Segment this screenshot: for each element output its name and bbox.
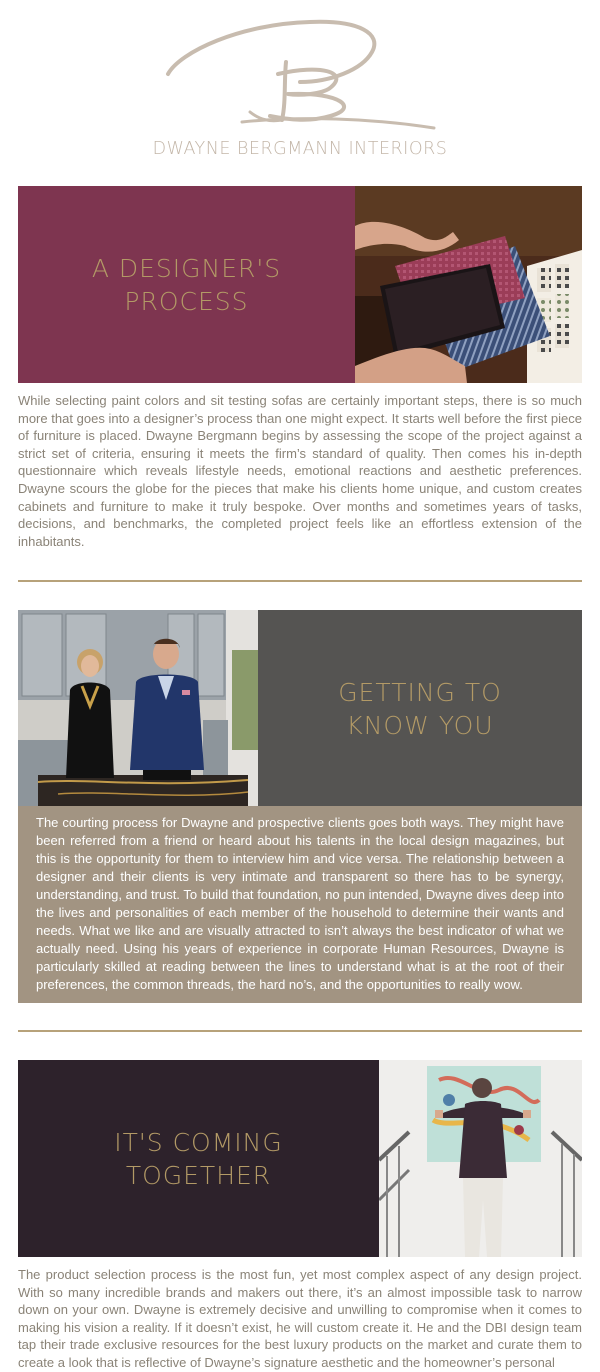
site-header bbox=[0, 0, 600, 170]
section-title-line1: A DESIGNER'S bbox=[91, 253, 282, 283]
fabric-swatches-photo bbox=[355, 186, 582, 383]
section-divider bbox=[18, 580, 582, 582]
section-body-text: The courting process for Dwayne and prospective clients goes both ways. They might have been referred from a friend or heard about his talents in the local design magazines, but this is the opportunity for them to interview him and vice versa. The relationship between a designer and their clients is very intimate and transparent so there has to be synergy, understanding, and trust. To build that foundation, no pun intended, Dwayne dives deep into the lives and personalities of each member of the household to determine their wants and needs. What we like and are visually attracted to isn’t always the best indicator of what we actually need. Using his years of experience in corporate Human Resources, Dwayne is particularly skilled at reading between the lines to understand what is at the root of their preferences, the common threads, the hard no’s, and the opportunities to really wow. bbox=[36, 815, 564, 992]
section-body-text: While selecting paint colors and sit testing sofas are certainly important steps, there is so much more that goes into a designer’s process than one might expect. It starts well before the first piece of furniture is placed. Dwayne Bergmann begins by assessing the scope of the project against a strict set of criteria, ensuring it meets the firm’s standard of quality. Then comes his in-depth questionnaire which reveals lifestyle needs, emotional reactions and aesthetic preferences. Dwayne scours the globe for the pieces that make his clients home unique, and custom creates cabinets and furniture to make it truly bespoke. Over months and sometimes years of tasks, decisions, and benchmarks, the completed project feels like an effortless extension of the inhabitants. bbox=[18, 393, 582, 549]
section-title-line2: KNOW YOU bbox=[346, 710, 494, 740]
section-its-coming-together-hero bbox=[18, 1060, 582, 1257]
section-title-line1: IT'S COMING bbox=[114, 1127, 283, 1157]
section-title-line2: PROCESS bbox=[124, 286, 249, 316]
section-designers-process-hero bbox=[18, 186, 582, 383]
brand-name: DWAYNE BERGMANN INTERIORS bbox=[152, 139, 448, 159]
section-title-line2: TOGETHER bbox=[125, 1160, 272, 1190]
art-installation-photo bbox=[379, 1060, 582, 1257]
section-title bbox=[18, 186, 355, 383]
db-monogram-logo bbox=[150, 12, 450, 134]
section-getting-to-know-you-hero bbox=[18, 610, 582, 807]
section-divider bbox=[18, 1030, 582, 1032]
section-title bbox=[258, 610, 582, 807]
kitchen-meeting-photo bbox=[18, 610, 258, 807]
section-title-line1: GETTING TO bbox=[338, 677, 502, 707]
section-title bbox=[18, 1060, 379, 1257]
section-body-text: The product selection process is the most fun, yet most complex aspect of any design project. With so many incredible brands and makers out there, it’s an almost impossible task to narrow down on your own. Dwayne is extremely decisive and unwilling to compromise when it comes to making his vision a reality. If it doesn’t exist, he will custom create it. He and the DBI design team tap their trade exclusive resources for the best luxury products on the market and curate them to create a look that is reflective of Dwayne’s signature aesthetic and the homeowner’s personal bbox=[18, 1267, 582, 1370]
